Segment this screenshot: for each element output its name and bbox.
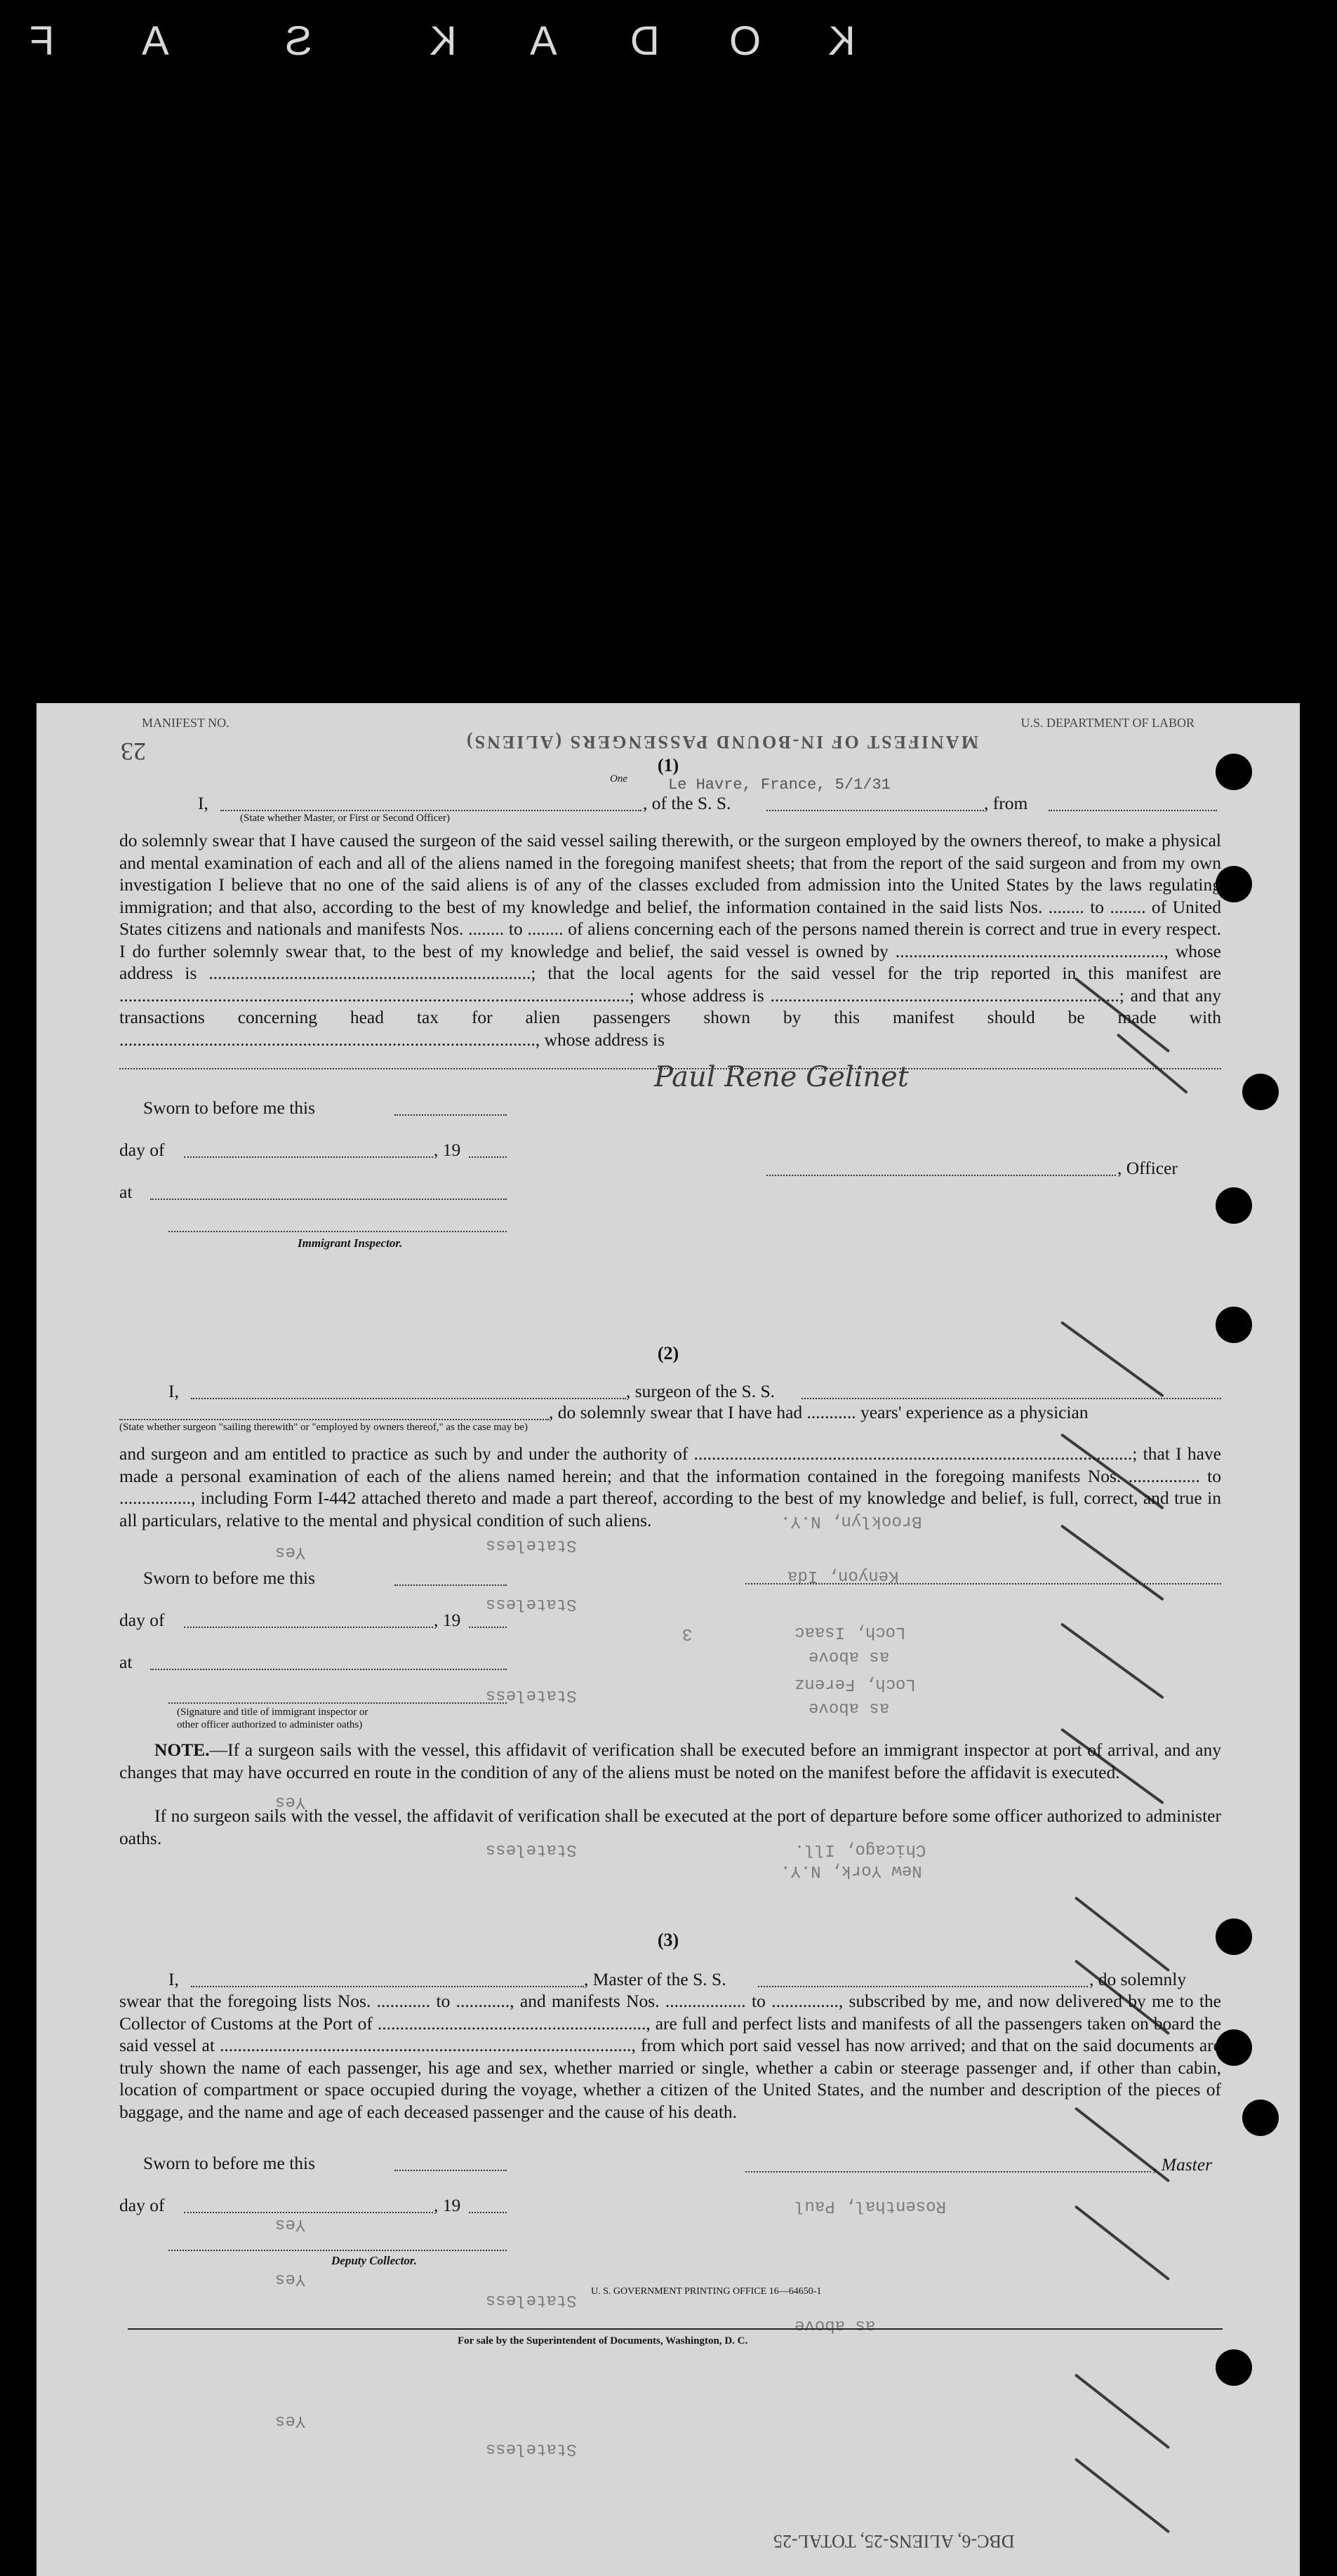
s3-day-label: day of [119, 2195, 165, 2215]
s1-officer-note: (State whether Master, or First or Second Officer) [240, 813, 451, 824]
bleed-through-text: Stateless [486, 2439, 577, 2458]
officer-signature: Paul Rene Gelinet [654, 1061, 909, 1093]
bleed-through-text: New York, N.Y. [780, 1861, 922, 1880]
bleed-through-text: as above [794, 2316, 876, 2335]
s3-master-rule [191, 1986, 584, 1987]
s1-at-label: at [119, 1182, 133, 1202]
handwritten-one: One [610, 773, 627, 785]
gpo-imprint: U. S. GOVERNMENT PRINTING OFFICE 16—64650-1 [591, 2286, 822, 2297]
s2-year-rule [469, 1627, 507, 1628]
section-1-number: (1) [657, 755, 679, 775]
s2-at-rule [150, 1669, 507, 1670]
film-mark: F [28, 18, 55, 64]
department-label: U.S. DEPARTMENT OF LABOR [1020, 716, 1195, 730]
s3-vessel-rule [758, 1986, 1088, 1987]
bleed-through-text: 3 [682, 1624, 693, 1643]
bleed-through-text: Yes [275, 1792, 306, 1811]
s2-note [119, 1739, 1221, 1783]
s3-collector-rule [168, 2250, 507, 2251]
bleed-through-text: Yes [275, 1542, 306, 1561]
check-mark [1060, 1524, 1164, 1601]
s1-year-label: , 19 [434, 1140, 461, 1160]
s1-officer-prefix: I, [198, 793, 208, 813]
film-mark: S [284, 18, 312, 64]
section-2-oath-text: and surgeon and am entitled to practice as such by and under the authority of ..................................................................................................; that I have made a personal examination of each of the aliens named herein; and that the information contained in the foregoing manifests Nos. ................ to ................, including Form I-442 attached thereto and made a part thereof, according to the best of my knowledge and belief, is full, correct, and true in all particulars, relative to the mental and physical condition of such aliens. [119, 1443, 1221, 1530]
s3-day-rule [184, 2212, 433, 2213]
s1-officer-title: , Officer [1117, 1158, 1178, 1178]
s1-inspector-rule [168, 1231, 507, 1232]
s1-at-rule [150, 1199, 507, 1200]
film-edge-markings [0, 0, 1337, 84]
s1-from-label: , from [984, 793, 1028, 813]
s3-vessel-label: , Master of the S. S. [584, 1969, 726, 1989]
bleed-through-text: Kenyon, Ida [787, 1566, 899, 1585]
s2-day-label: day of [119, 1610, 165, 1630]
s2-year-label: , 19 [434, 1610, 461, 1630]
s1-inspector-title: Immigrant Inspector. [298, 1236, 403, 1250]
s2-surgeon-prefix: I, [168, 1381, 179, 1401]
s2-surgeon-note: (State whether surgeon "sailing therewith" or "employed by owners thereof," as the case may be) [119, 1422, 528, 1433]
note-text: —If a surgeon sails with the vessel, this affidavit of verification shall be executed before an immigrant inspector at port of arrival, and any changes that may have occurred en route in the condition of any of the aliens must be noted on the manifest before the affidavit is executed. [119, 1740, 1221, 1782]
punch-hole [1216, 2349, 1252, 2386]
s3-master-prefix: I, [168, 1969, 179, 1989]
footer-sale-notice: For sale by the Superintendent of Documents, Washington, D. C. [458, 2335, 748, 2347]
s2-surgeon-sign-rule [745, 1583, 1221, 1584]
s2-surgeon-name-rule [119, 1419, 549, 1420]
s1-vessel-label: , of the S. S. [643, 793, 731, 813]
bleed-through-text: Stateless [486, 1686, 577, 1704]
bleed-through-text: Yes [275, 2215, 306, 2234]
check-mark [1060, 1622, 1164, 1699]
s2-at-label: at [119, 1652, 133, 1672]
s2-experience-line: , do solemnly swear that I have had ........... years' experience as a physician [549, 1402, 1089, 1422]
bleed-through-text: as above [809, 1647, 890, 1666]
bleed-through-text: Yes [275, 2269, 306, 2288]
s2-day-rule [184, 1627, 433, 1628]
check-mark [1075, 2373, 1170, 2449]
bleed-through-text: Stateless [486, 1535, 577, 1554]
manifest-no-label: MANIFEST NO. [142, 716, 230, 730]
bleed-through-text: as above [809, 1698, 890, 1717]
section-3-number: (3) [657, 1930, 679, 1950]
section-3-oath-text: swear that the foregoing lists Nos. ............ to ............, and manifests Nos. .................. to ..............., subscribed by me, and now delivered by me to the Collector of Customs at the Port of ............................................................, are full and perfect lists and manifests of all the passengers taken on board the said vessel at ............................................................................................, from which port said vessel has now arrived; and that on the said documents are truly shown the name of each passenger, his age and sex, whether married or single, whether a cabin or steerage passenger and, if other than cabin, location of compartment or space occupied during the voyage, whether a citizen of the United States, and the number and description of the pieces of baggage, and the name and age of each deceased passenger and the cause of his death. [119, 1991, 1221, 2122]
s2-sig-note-2: other officer authorized to administer oaths) [177, 1719, 363, 1730]
s1-from-rule [1049, 810, 1217, 811]
film-mark: O [728, 18, 761, 64]
film-mark: K [827, 18, 856, 64]
s1-year-rule [469, 1156, 507, 1158]
s3-solemnly: , do solemnly [1089, 1969, 1187, 1989]
note-label: NOTE. [154, 1740, 210, 1760]
s1-day-rule [184, 1156, 433, 1158]
bleed-through-text: Rosenthal, Paul [794, 2196, 947, 2215]
section-1-oath-text: do solemnly swear that I have caused the surgeon of the said vessel sailing therewith, or the surgeon employed by the owners thereof, to make a physical and mental examination of each and all of the aliens named in the foregoing manifest sheets; that from the report of the said surgeon and from my own investigation I believe that no one of the said aliens is of any of the classes excluded from admission into the United States by the laws regulating immigration; and that also, according to the best of my knowledge and belief, the information contained in the said lists Nos. ........ to ........ of United States citizens and nationals and manifests Nos. ........ to ........ of aliens concerning each of the persons named therein is correct and true in every respect. I do further solemnly swear that, to the best of my knowledge and belief, the said vessel is owned by ............................................................, whose address is ........................................................................; that the local agents for the said vessel for the trip reported in this manifest are ..................................................................................................................; whose address is ..............................................................................; and that any transactions concerning head tax for alien passengers shown by this manifest should be made with ............................................................................................., whose address is [119, 830, 1221, 1050]
bottom-reference: DBC-6, ALIENS-25, TOTAL-25 [773, 2531, 1015, 2551]
punch-hole [1242, 2100, 1279, 2136]
s2-sworn-rule [394, 1584, 507, 1586]
check-mark [1075, 2457, 1170, 2533]
film-mark: A [140, 18, 169, 64]
punch-hole [1242, 1074, 1279, 1110]
bleed-through-text: Loch, Ferenz [794, 1674, 916, 1693]
footer-rule [128, 2328, 1223, 2330]
s2-vessel-label: , surgeon of the S. S. [626, 1381, 776, 1401]
s3-master-title: , Master [1152, 2154, 1212, 2175]
s1-officer-sign-rule [766, 1175, 1116, 1176]
check-mark [1075, 2205, 1170, 2281]
bleed-through-text: Brooklyn, N.Y. [780, 1511, 922, 1530]
section-2-number: (2) [657, 1343, 679, 1363]
punch-hole [1216, 1187, 1252, 1224]
page-number: 23 [121, 738, 146, 766]
film-mark: K [428, 18, 457, 64]
s2-vessel-rule [801, 1398, 1221, 1399]
s1-sworn-rule [394, 1114, 507, 1116]
s2-official-rule [168, 1702, 507, 1704]
s2-sig-note-1: (Signature and title of immigrant inspector or [177, 1707, 368, 1718]
s3-sworn-rule [394, 2170, 507, 2171]
bleed-through-text: Stateless [486, 1594, 577, 1613]
s1-vessel-rule [766, 810, 984, 811]
s3-year-rule [469, 2212, 507, 2213]
s2-surgeon-rule [191, 1398, 626, 1399]
punch-hole [1216, 1307, 1252, 1343]
manifest-title: MANIFEST OF IN-BOUND PASSENGERS (ALIENS) [465, 732, 979, 752]
bleed-through-text: Stateless [486, 2290, 577, 2309]
bleed-through-text: Chicago, Ill. [794, 1840, 926, 1859]
s3-year-label: , 19 [434, 2195, 461, 2215]
s3-collector-title: Deputy Collector. [331, 2254, 417, 2267]
bleed-through-text: Loch, Isaac [794, 1622, 906, 1641]
handwritten-port: Le Havre, France, 5/1/31 [668, 776, 891, 794]
film-mark: A [528, 18, 557, 64]
s1-officer-rule [220, 810, 641, 811]
s3-sworn-label: Sworn to before me this [143, 2153, 316, 2173]
bleed-through-text: Stateless [486, 1840, 577, 1859]
s1-sworn-label: Sworn to before me this [143, 1097, 316, 1118]
s1-day-label: day of [119, 1140, 165, 1160]
s2-note-2: If no surgeon sails with the vessel, the affidavit of verification shall be executed at the port of departure before some officer authorized to administer oaths. [119, 1806, 1221, 1848]
manifest-sheet [36, 703, 1300, 2576]
bleed-through-text: Yes [275, 2411, 306, 2430]
film-mark: D [629, 18, 660, 64]
s3-master-sign-rule [745, 2171, 1151, 2173]
s2-sworn-label: Sworn to before me this [143, 1568, 316, 1588]
